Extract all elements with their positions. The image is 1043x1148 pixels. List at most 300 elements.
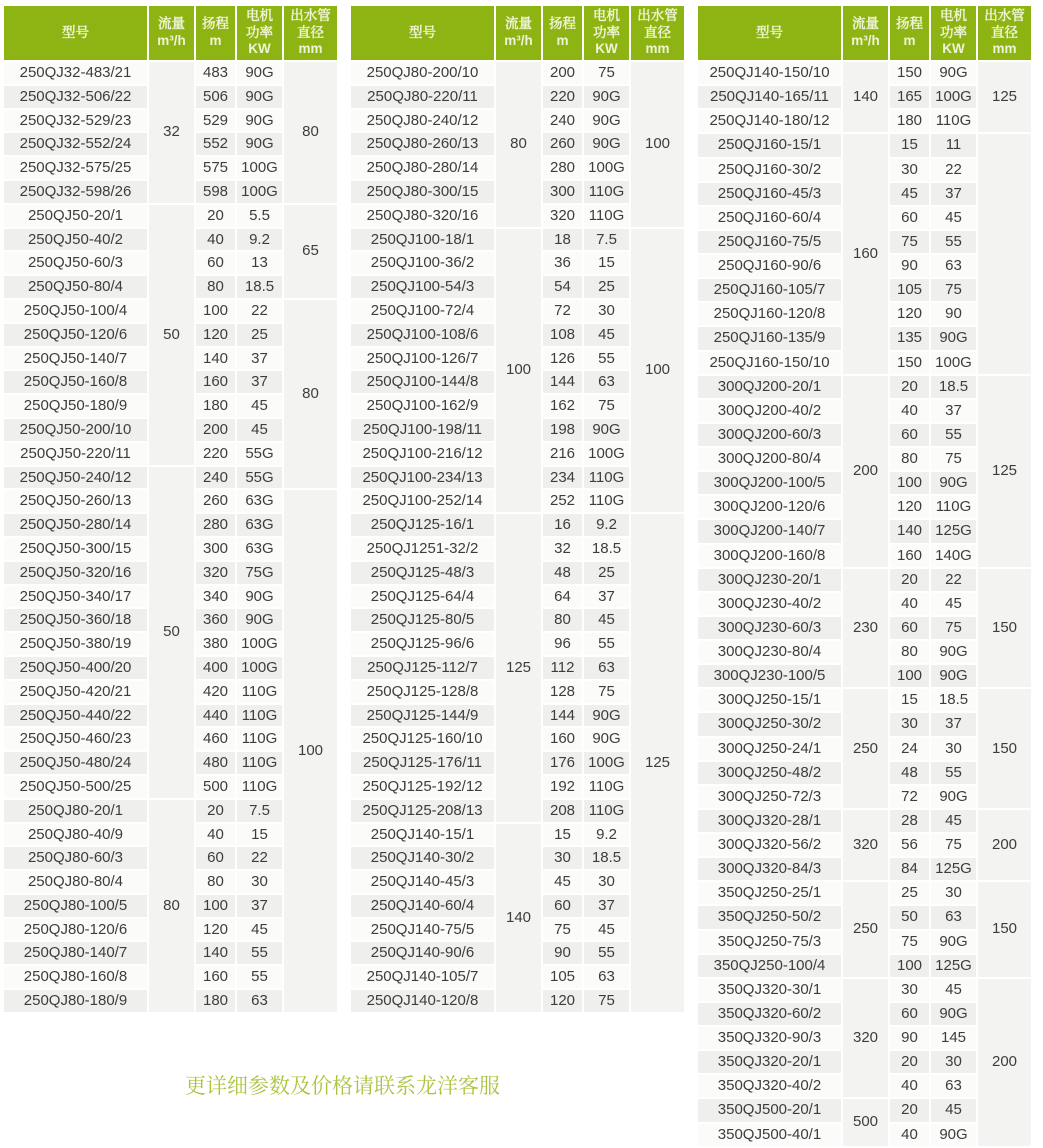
- head-cell: 84: [890, 858, 929, 880]
- spec-table-group-3: [696, 4, 1033, 1148]
- power-cell: 63: [584, 657, 629, 679]
- model-cell: 250QJ160-135/9: [698, 327, 841, 349]
- head-cell: 575: [196, 157, 235, 179]
- model-cell: 250QJ50-420/21: [4, 681, 147, 703]
- model-cell: 250QJ160-75/5: [698, 231, 841, 253]
- head-cell: 150: [890, 352, 929, 374]
- col-header-head: 扬程 m: [890, 6, 929, 60]
- col-header-model: 型号: [698, 6, 841, 60]
- model-cell: 300QJ320-28/1: [698, 810, 841, 832]
- model-cell: 250QJ125-208/13: [351, 800, 494, 822]
- power-cell: 37: [237, 348, 282, 370]
- head-cell: 56: [890, 834, 929, 856]
- outlet-cell: 150: [978, 882, 1031, 977]
- head-cell: 75: [890, 931, 929, 953]
- model-cell: 250QJ50-380/19: [4, 633, 147, 655]
- power-cell: 55: [931, 762, 976, 784]
- power-cell: 15: [237, 824, 282, 846]
- power-cell: 90G: [584, 86, 629, 108]
- model-cell: 250QJ100-144/8: [351, 371, 494, 393]
- power-cell: 63: [584, 371, 629, 393]
- head-cell: 420: [196, 681, 235, 703]
- model-cell: 250QJ50-500/25: [4, 776, 147, 798]
- model-cell: 250QJ140-165/11: [698, 86, 841, 108]
- model-cell: 250QJ50-80/4: [4, 276, 147, 298]
- head-cell: 280: [196, 514, 235, 536]
- head-cell: 380: [196, 633, 235, 655]
- head-cell: 220: [196, 443, 235, 465]
- power-cell: 100G: [584, 157, 629, 179]
- footer-note: 更详细参数及价格请联系龙洋客服: [185, 1075, 500, 1098]
- power-cell: 55: [931, 231, 976, 253]
- power-cell: 63G: [237, 490, 282, 512]
- model-cell: 250QJ100-36/2: [351, 252, 494, 274]
- model-cell: 250QJ100-18/1: [351, 229, 494, 251]
- model-cell: 250QJ80-280/14: [351, 157, 494, 179]
- model-cell: 250QJ50-460/23: [4, 728, 147, 750]
- model-cell: 300QJ230-60/3: [698, 617, 841, 639]
- power-cell: 145: [931, 1027, 976, 1049]
- head-cell: 208: [543, 800, 582, 822]
- model-cell: 250QJ80-100/5: [4, 895, 147, 917]
- head-cell: 15: [890, 134, 929, 156]
- head-cell: 25: [890, 882, 929, 904]
- model-cell: 300QJ230-40/2: [698, 593, 841, 615]
- power-cell: 100G: [237, 657, 282, 679]
- model-cell: 250QJ160-45/3: [698, 183, 841, 205]
- model-cell: 250QJ140-15/1: [351, 824, 494, 846]
- head-cell: 100: [890, 472, 929, 494]
- model-cell: 350QJ500-20/1: [698, 1099, 841, 1121]
- model-cell: 250QJ80-300/15: [351, 181, 494, 203]
- flow-cell: 160: [843, 134, 888, 373]
- model-cell: 250QJ80-220/11: [351, 86, 494, 108]
- head-cell: 30: [890, 159, 929, 181]
- model-cell: 300QJ230-80/4: [698, 641, 841, 663]
- model-cell: 250QJ80-60/3: [4, 847, 147, 869]
- model-cell: 300QJ320-56/2: [698, 834, 841, 856]
- power-cell: 37: [237, 895, 282, 917]
- power-cell: 45: [931, 1099, 976, 1121]
- power-cell: 55: [584, 348, 629, 370]
- power-cell: 110G: [584, 467, 629, 489]
- head-cell: 40: [890, 593, 929, 615]
- power-cell: 11: [931, 134, 976, 156]
- power-cell: 18.5: [584, 847, 629, 869]
- outlet-cell: 125: [978, 376, 1031, 567]
- col-header-outlet: 出水管 直径 mm: [284, 6, 337, 60]
- power-cell: 110G: [237, 776, 282, 798]
- model-cell: 250QJ125-176/11: [351, 752, 494, 774]
- head-cell: 100: [196, 300, 235, 322]
- outlet-cell: 100: [284, 490, 337, 1012]
- head-cell: 90: [890, 1027, 929, 1049]
- head-cell: 440: [196, 705, 235, 727]
- table-row: [698, 810, 1031, 832]
- power-cell: 55: [237, 942, 282, 964]
- model-cell: 250QJ50-120/6: [4, 324, 147, 346]
- power-cell: 140G: [931, 545, 976, 567]
- head-cell: 160: [196, 966, 235, 988]
- power-cell: 30: [584, 300, 629, 322]
- model-cell: 250QJ140-150/10: [698, 62, 841, 84]
- model-cell: 250QJ160-15/1: [698, 134, 841, 156]
- outlet-cell: 65: [284, 205, 337, 298]
- power-cell: 25: [584, 562, 629, 584]
- model-cell: 250QJ160-150/10: [698, 352, 841, 374]
- power-cell: 90G: [584, 419, 629, 441]
- table-row: [4, 205, 337, 227]
- head-cell: 20: [890, 376, 929, 398]
- head-cell: 16: [543, 514, 582, 536]
- outlet-cell: [978, 134, 1031, 373]
- power-cell: 30: [931, 882, 976, 904]
- model-cell: 250QJ100-72/4: [351, 300, 494, 322]
- head-cell: 480: [196, 752, 235, 774]
- power-cell: 63: [931, 1075, 976, 1097]
- model-cell: 300QJ250-48/2: [698, 762, 841, 784]
- head-cell: 45: [543, 871, 582, 893]
- head-cell: 140: [196, 348, 235, 370]
- model-cell: 250QJ50-180/9: [4, 395, 147, 417]
- power-cell: 110G: [584, 776, 629, 798]
- header-row: [698, 6, 1031, 60]
- model-cell: 250QJ80-200/10: [351, 62, 494, 84]
- head-cell: 20: [196, 800, 235, 822]
- power-cell: 90G: [931, 786, 976, 808]
- power-cell: 90G: [931, 641, 976, 663]
- head-cell: 72: [890, 786, 929, 808]
- flow-cell: 320: [843, 979, 888, 1098]
- power-cell: 110G: [584, 181, 629, 203]
- col-header-flow: 流量 m³/h: [843, 6, 888, 60]
- model-cell: 350QJ250-25/1: [698, 882, 841, 904]
- power-cell: 45: [931, 979, 976, 1001]
- power-cell: 45: [237, 919, 282, 941]
- model-cell: 250QJ50-440/22: [4, 705, 147, 727]
- model-cell: 250QJ140-90/6: [351, 942, 494, 964]
- model-cell: 250QJ125-16/1: [351, 514, 494, 536]
- head-cell: 506: [196, 86, 235, 108]
- model-cell: 250QJ80-260/13: [351, 133, 494, 155]
- power-cell: 110G: [237, 728, 282, 750]
- outlet-cell: 80: [284, 62, 337, 203]
- head-cell: 216: [543, 443, 582, 465]
- model-cell: 250QJ125-192/12: [351, 776, 494, 798]
- power-cell: 18.5: [931, 689, 976, 711]
- head-cell: 160: [196, 371, 235, 393]
- power-cell: 25: [237, 324, 282, 346]
- model-cell: 250QJ1251-32/2: [351, 538, 494, 560]
- outlet-cell: 150: [978, 689, 1031, 808]
- power-cell: 125G: [931, 955, 976, 977]
- power-cell: 90G: [237, 86, 282, 108]
- power-cell: 22: [931, 159, 976, 181]
- model-cell: 250QJ140-75/5: [351, 919, 494, 941]
- model-cell: 250QJ125-160/10: [351, 728, 494, 750]
- power-cell: 63: [931, 255, 976, 277]
- head-cell: 40: [196, 229, 235, 251]
- power-cell: 18.5: [237, 276, 282, 298]
- head-cell: 60: [196, 252, 235, 274]
- power-cell: 45: [237, 419, 282, 441]
- model-cell: 250QJ140-105/7: [351, 966, 494, 988]
- power-cell: 18.5: [931, 376, 976, 398]
- head-cell: 80: [196, 276, 235, 298]
- model-cell: 250QJ140-45/3: [351, 871, 494, 893]
- power-cell: 110G: [237, 681, 282, 703]
- col-header-flow: 流量 m³/h: [149, 6, 194, 60]
- header-row: [351, 6, 684, 60]
- head-cell: 20: [890, 1051, 929, 1073]
- head-cell: 234: [543, 467, 582, 489]
- power-cell: 37: [584, 895, 629, 917]
- model-cell: 250QJ32-598/26: [4, 181, 147, 203]
- power-cell: 55: [237, 966, 282, 988]
- col-header-power: 电机 功率 KW: [931, 6, 976, 60]
- power-cell: 13: [237, 252, 282, 274]
- power-cell: 63: [237, 990, 282, 1012]
- power-cell: 55: [931, 424, 976, 446]
- head-cell: 24: [890, 738, 929, 760]
- head-cell: 220: [543, 86, 582, 108]
- model-cell: 250QJ80-160/8: [4, 966, 147, 988]
- model-cell: 250QJ80-180/9: [4, 990, 147, 1012]
- power-cell: 75: [931, 617, 976, 639]
- table-row: [698, 134, 1031, 156]
- power-cell: 110G: [237, 752, 282, 774]
- model-cell: 250QJ32-483/21: [4, 62, 147, 84]
- flow-cell: 250: [843, 689, 888, 808]
- power-cell: 9.2: [584, 514, 629, 536]
- head-cell: 120: [543, 990, 582, 1012]
- power-cell: 45: [931, 810, 976, 832]
- model-cell: 350QJ250-50/2: [698, 906, 841, 928]
- model-cell: 250QJ32-575/25: [4, 157, 147, 179]
- head-cell: 90: [543, 942, 582, 964]
- power-cell: 90G: [237, 110, 282, 132]
- head-cell: 598: [196, 181, 235, 203]
- power-cell: 30: [237, 871, 282, 893]
- head-cell: 60: [890, 424, 929, 446]
- head-cell: 40: [890, 1075, 929, 1097]
- outlet-cell: 100: [631, 229, 684, 513]
- model-cell: 250QJ50-300/15: [4, 538, 147, 560]
- power-cell: 110G: [237, 705, 282, 727]
- model-cell: 250QJ100-54/3: [351, 276, 494, 298]
- head-cell: 100: [196, 895, 235, 917]
- model-cell: 250QJ50-480/24: [4, 752, 147, 774]
- model-cell: 250QJ50-320/16: [4, 562, 147, 584]
- model-cell: 250QJ32-552/24: [4, 133, 147, 155]
- model-cell: 300QJ200-100/5: [698, 472, 841, 494]
- power-cell: 45: [931, 593, 976, 615]
- head-cell: 165: [890, 86, 929, 108]
- model-cell: 250QJ50-20/1: [4, 205, 147, 227]
- head-cell: 96: [543, 633, 582, 655]
- power-cell: 55: [584, 942, 629, 964]
- head-cell: 500: [196, 776, 235, 798]
- power-cell: 90G: [237, 609, 282, 631]
- model-cell: 250QJ125-128/8: [351, 681, 494, 703]
- power-cell: 125G: [931, 858, 976, 880]
- power-cell: 90G: [931, 472, 976, 494]
- head-cell: 260: [196, 490, 235, 512]
- model-cell: 350QJ320-40/2: [698, 1075, 841, 1097]
- power-cell: 100G: [931, 352, 976, 374]
- head-cell: 240: [543, 110, 582, 132]
- model-cell: 250QJ80-120/6: [4, 919, 147, 941]
- power-cell: 7.5: [237, 800, 282, 822]
- head-cell: 529: [196, 110, 235, 132]
- model-cell: 300QJ200-120/6: [698, 496, 841, 518]
- head-cell: 60: [890, 617, 929, 639]
- model-cell: 250QJ100-126/7: [351, 348, 494, 370]
- head-cell: 483: [196, 62, 235, 84]
- model-cell: 350QJ320-90/3: [698, 1027, 841, 1049]
- power-cell: 25: [584, 276, 629, 298]
- col-header-power: 电机 功率 KW: [584, 6, 629, 60]
- col-header-head: 扬程 m: [196, 6, 235, 60]
- outlet-cell: 125: [978, 62, 1031, 132]
- power-cell: 90G: [237, 133, 282, 155]
- power-cell: 90G: [931, 62, 976, 84]
- power-cell: 90G: [584, 728, 629, 750]
- head-cell: 135: [890, 327, 929, 349]
- head-cell: 120: [196, 919, 235, 941]
- model-cell: 250QJ160-105/7: [698, 279, 841, 301]
- model-cell: 250QJ140-180/12: [698, 110, 841, 132]
- table-row: [698, 882, 1031, 904]
- model-cell: 250QJ80-140/7: [4, 942, 147, 964]
- power-cell: 110G: [584, 800, 629, 822]
- head-cell: 128: [543, 681, 582, 703]
- power-cell: 90G: [931, 931, 976, 953]
- head-cell: 200: [543, 62, 582, 84]
- flow-cell: 80: [496, 62, 541, 227]
- head-cell: 160: [890, 545, 929, 567]
- col-header-power: 电机 功率 KW: [237, 6, 282, 60]
- model-cell: 250QJ125-112/7: [351, 657, 494, 679]
- power-cell: 90G: [584, 110, 629, 132]
- model-cell: 250QJ160-30/2: [698, 159, 841, 181]
- head-cell: 180: [890, 110, 929, 132]
- head-cell: 126: [543, 348, 582, 370]
- power-cell: 125G: [931, 520, 976, 542]
- head-cell: 340: [196, 586, 235, 608]
- model-cell: 300QJ200-140/7: [698, 520, 841, 542]
- head-cell: 80: [196, 871, 235, 893]
- flow-cell: 500: [843, 1099, 888, 1145]
- model-cell: 250QJ125-96/6: [351, 633, 494, 655]
- head-cell: 50: [890, 906, 929, 928]
- model-cell: 250QJ50-220/11: [4, 443, 147, 465]
- flow-cell: 200: [843, 376, 888, 567]
- head-cell: 40: [890, 400, 929, 422]
- spec-table-group-2: [349, 4, 686, 1014]
- model-cell: 300QJ200-40/2: [698, 400, 841, 422]
- head-cell: 198: [543, 419, 582, 441]
- head-cell: 60: [543, 895, 582, 917]
- head-cell: 320: [196, 562, 235, 584]
- table-row: [698, 376, 1031, 398]
- head-cell: 15: [890, 689, 929, 711]
- head-cell: 60: [196, 847, 235, 869]
- model-cell: 250QJ80-40/9: [4, 824, 147, 846]
- power-cell: 45: [237, 395, 282, 417]
- model-cell: 250QJ125-64/4: [351, 586, 494, 608]
- model-cell: 250QJ50-360/18: [4, 609, 147, 631]
- table-row: [351, 62, 684, 84]
- model-cell: 250QJ50-200/10: [4, 419, 147, 441]
- model-cell: 300QJ320-84/3: [698, 858, 841, 880]
- outlet-cell: 200: [978, 810, 1031, 880]
- power-cell: 90G: [931, 327, 976, 349]
- power-cell: 90G: [584, 133, 629, 155]
- power-cell: 100G: [584, 752, 629, 774]
- model-cell: 300QJ200-80/4: [698, 448, 841, 470]
- head-cell: 45: [890, 183, 929, 205]
- power-cell: 45: [584, 609, 629, 631]
- model-cell: 250QJ50-280/14: [4, 514, 147, 536]
- head-cell: 72: [543, 300, 582, 322]
- power-cell: 30: [584, 871, 629, 893]
- model-cell: 250QJ100-108/6: [351, 324, 494, 346]
- head-cell: 280: [543, 157, 582, 179]
- head-cell: 100: [890, 665, 929, 687]
- model-cell: 250QJ160-60/4: [698, 207, 841, 229]
- head-cell: 460: [196, 728, 235, 750]
- head-cell: 100: [890, 955, 929, 977]
- col-header-head: 扬程 m: [543, 6, 582, 60]
- flow-cell: 230: [843, 569, 888, 688]
- flow-cell: 250: [843, 882, 888, 977]
- model-cell: 250QJ140-30/2: [351, 847, 494, 869]
- col-header-outlet: 出水管 直径 mm: [631, 6, 684, 60]
- head-cell: 60: [890, 1003, 929, 1025]
- power-cell: 110G: [584, 205, 629, 227]
- head-cell: 300: [543, 181, 582, 203]
- model-cell: 250QJ100-252/14: [351, 490, 494, 512]
- model-cell: 250QJ50-100/4: [4, 300, 147, 322]
- power-cell: 37: [931, 400, 976, 422]
- flow-cell: 50: [149, 205, 194, 465]
- model-cell: 250QJ100-162/9: [351, 395, 494, 417]
- table-row: [698, 569, 1031, 591]
- col-header-model: 型号: [351, 6, 494, 60]
- head-cell: 144: [543, 371, 582, 393]
- head-cell: 176: [543, 752, 582, 774]
- head-cell: 80: [543, 609, 582, 631]
- power-cell: 45: [584, 324, 629, 346]
- power-cell: 55G: [237, 467, 282, 489]
- head-cell: 36: [543, 252, 582, 274]
- head-cell: 140: [890, 520, 929, 542]
- table-row: [351, 514, 684, 536]
- model-cell: 250QJ140-120/8: [351, 990, 494, 1012]
- power-cell: 75: [584, 990, 629, 1012]
- head-cell: 75: [890, 231, 929, 253]
- power-cell: 18.5: [584, 538, 629, 560]
- head-cell: 32: [543, 538, 582, 560]
- power-cell: 75: [931, 448, 976, 470]
- power-cell: 75: [931, 834, 976, 856]
- head-cell: 240: [196, 467, 235, 489]
- power-cell: 22: [931, 569, 976, 591]
- model-cell: 250QJ125-144/9: [351, 705, 494, 727]
- model-cell: 250QJ50-340/17: [4, 586, 147, 608]
- head-cell: 40: [196, 824, 235, 846]
